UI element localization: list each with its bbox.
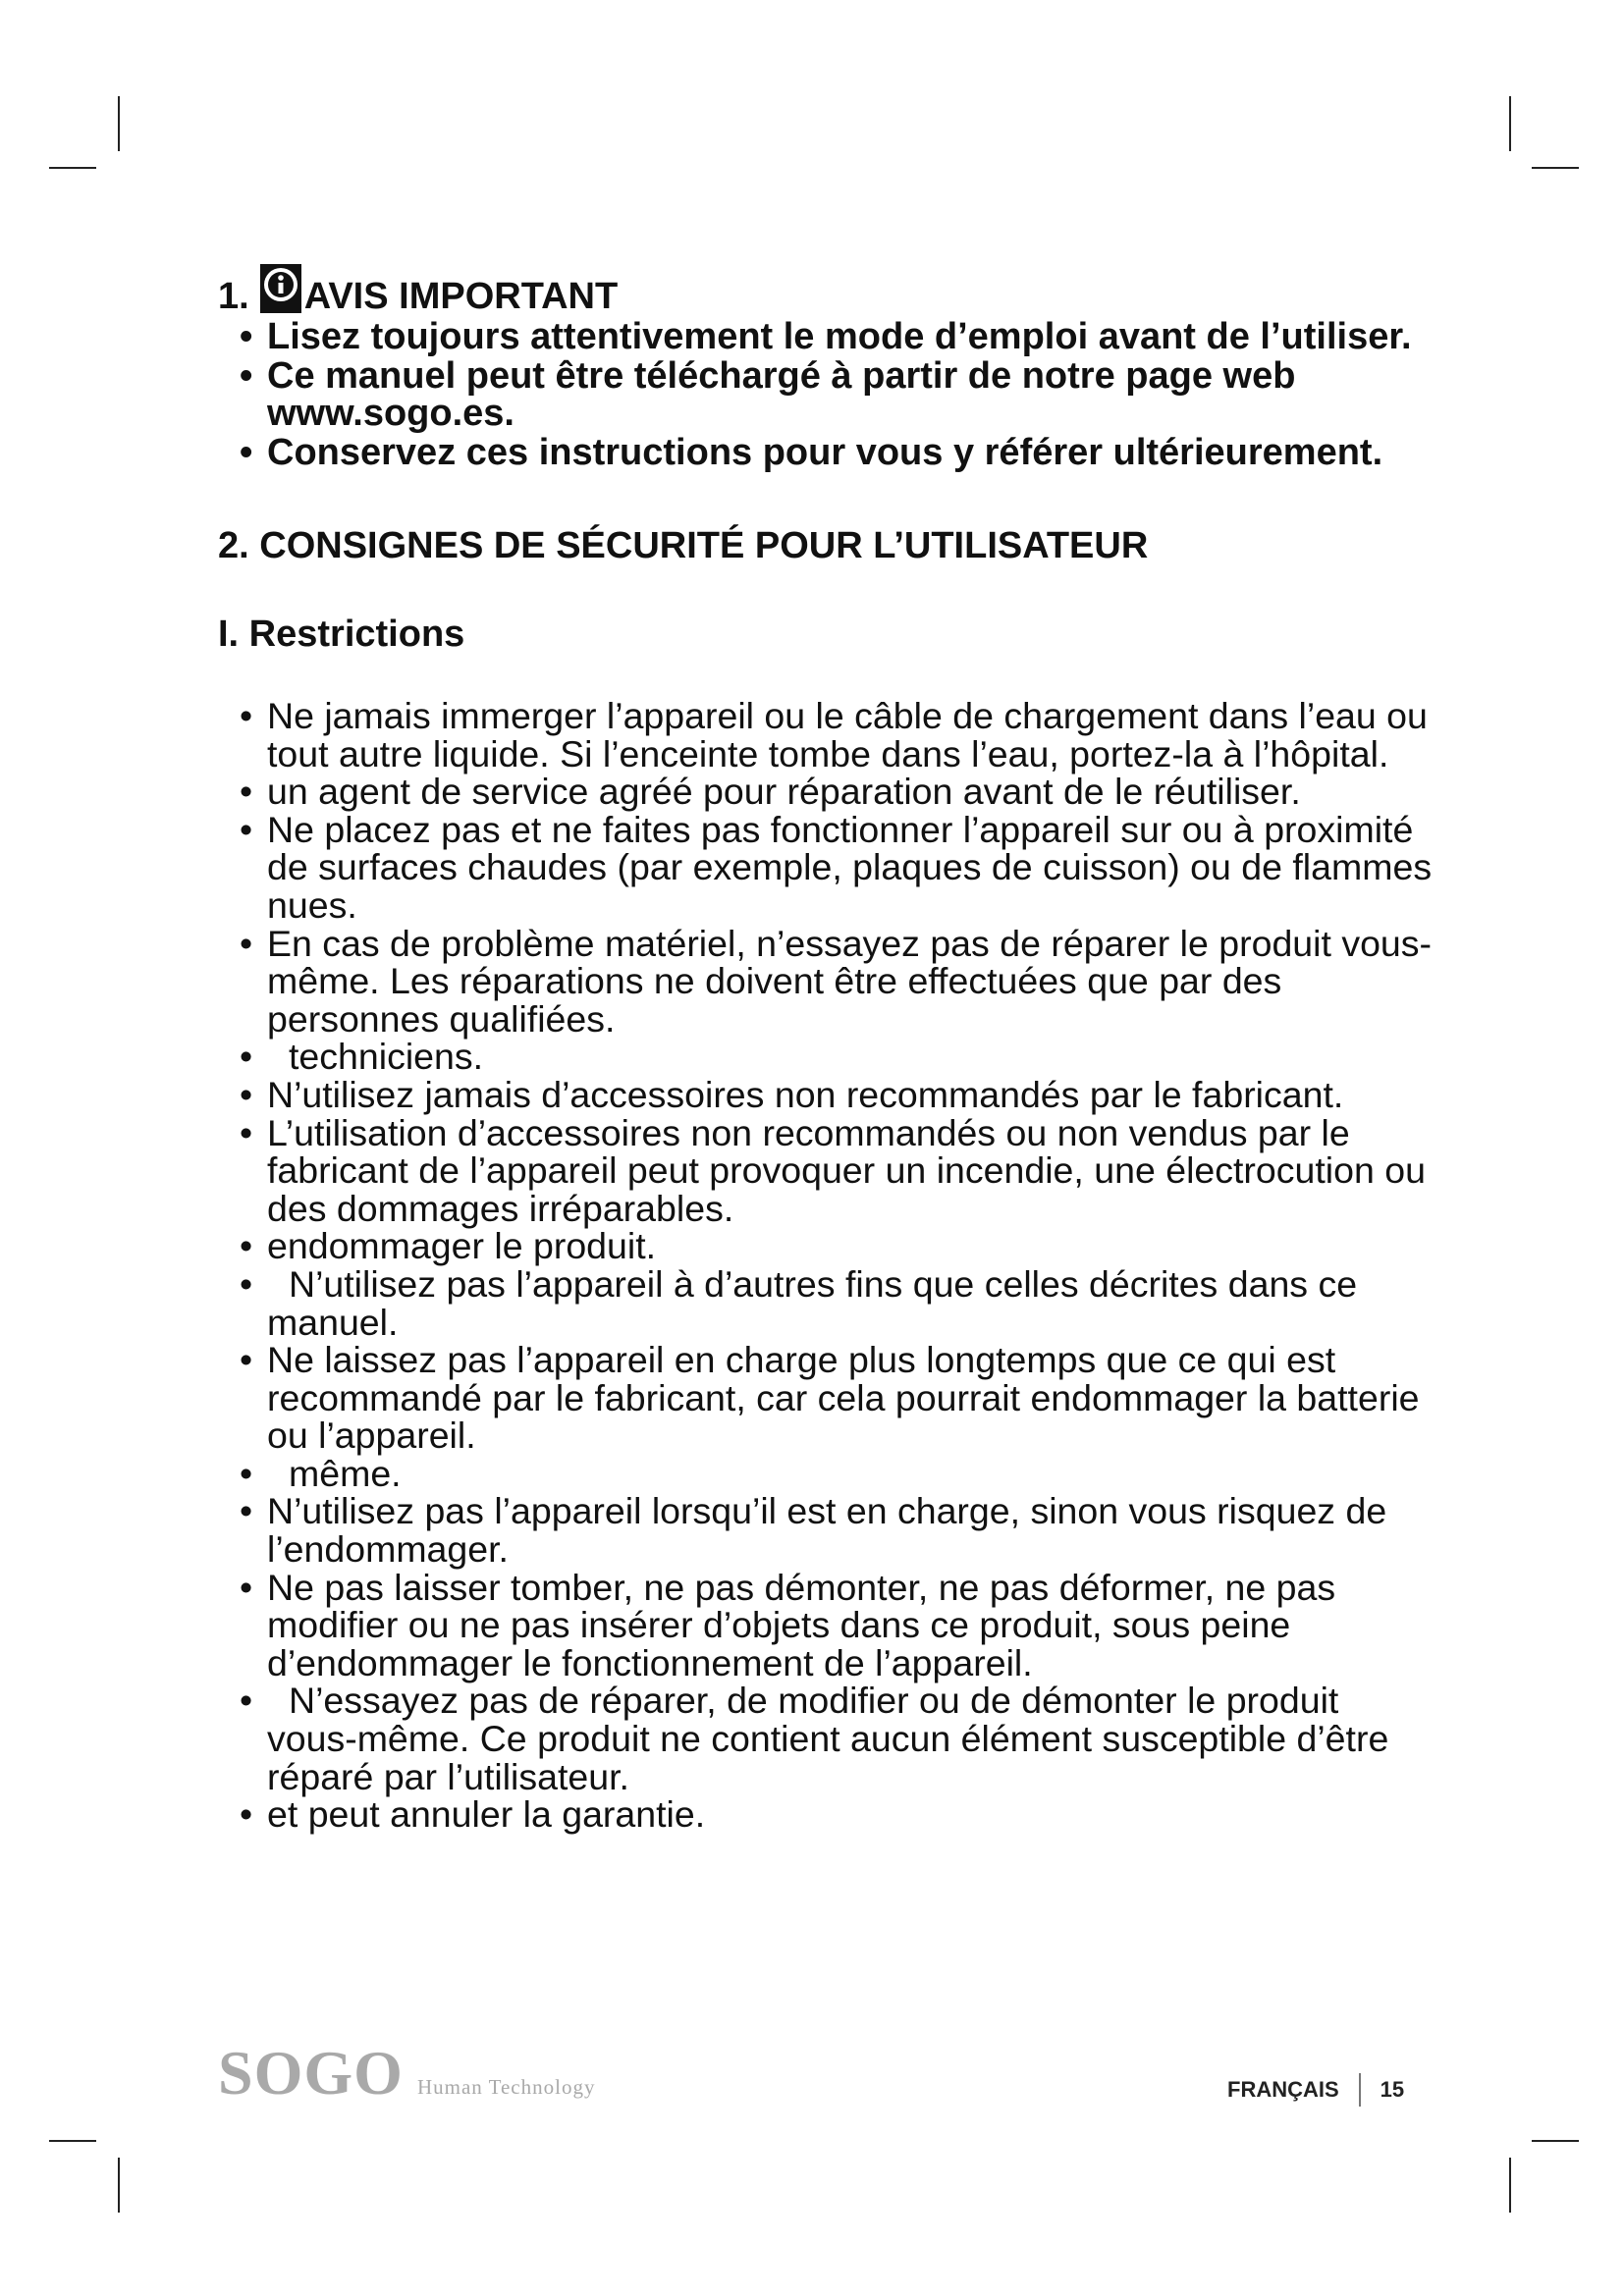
list-item (218, 1341, 1435, 1455)
bullet: • (240, 1680, 253, 1722)
crop-mark (49, 167, 96, 169)
list-item-text: Ce manuel peut être téléchargé à partir de notre page web www.sogo.es. (267, 355, 1296, 434)
bullet: • (240, 771, 253, 813)
list-item (218, 1452, 1435, 1494)
list-item-text: et peut annuler la garantie. (267, 1793, 706, 1836)
list-item-text: endommager le produit. (267, 1225, 657, 1267)
restrictions-heading: I. Restrictions (218, 614, 465, 655)
bullet: • (240, 432, 253, 473)
bullet: • (240, 1225, 253, 1267)
bullet: • (240, 1262, 253, 1305)
list-item (218, 434, 1435, 471)
bullet: • (240, 1793, 253, 1836)
list-item (218, 1073, 1435, 1115)
page-footer (1227, 2073, 1404, 2107)
list-item-text: N’utilisez jamais d’accessoires non recommandés par le fabricant. (267, 1073, 1344, 1115)
list-item (218, 1682, 1435, 1795)
bullet: • (240, 695, 253, 736)
info-icon (259, 263, 302, 314)
bullet: • (240, 808, 253, 850)
crop-mark (1509, 2158, 1511, 2213)
brand-tagline: Human Technology (416, 2075, 596, 2099)
page-number: 15 (1380, 2077, 1405, 2102)
list-item-text: Ne pas laisser tomber, ne pas démonter, ne pas déformer, ne pas modifier ou ne pas insérer d’objets dans ce produit, sous peine d’endommager le fonctionnement de l’appareil. (267, 1566, 1336, 1683)
list-item-text: Lisez toujours attentivement le mode d’emploi avant de l’utiliser. (267, 316, 1412, 357)
bullet: • (240, 316, 253, 357)
list-item-text: Ne jamais immerger l’appareil ou le câble de chargement dans l’eau ou tout autre liquide. Si l’enceinte tombe dans l’eau, portez-la à l’hôpital. (267, 695, 1428, 774)
important-list (218, 318, 1435, 471)
bullet: • (240, 1073, 253, 1115)
section-important-heading (218, 265, 1435, 316)
bullet: • (240, 1566, 253, 1608)
list-item-text: N’essayez pas de réparer, de modifier ou de démonter le produit vous-même. Ce produit ne contient aucun élément susceptible d’être réparé par l’utilisateur. (267, 1680, 1389, 1797)
list-item-text: Conservez ces instructions pour vous y référer ultérieurement. (267, 432, 1383, 473)
list-item-text: L’utilisation d’accessoires non recommandés ou non vendus par le fabricant de l’appareil peut provoquer un incendie, une électrocution ou des dommages irréparables. (267, 1111, 1426, 1229)
list-item-text: Ne laissez pas l’appareil en charge plus longtemps que ce qui est recommandé par le fabricant, car cela pourrait endommager la batterie ou l’appareil. (267, 1339, 1420, 1457)
bullet: • (240, 1490, 253, 1532)
safety-heading: 2. CONSIGNES DE SÉCURITÉ POUR L’UTILISATEUR (218, 525, 1149, 566)
list-item-text: N’utilisez pas l’appareil à d’autres fins que celles décrites dans ce manuel. (267, 1262, 1358, 1343)
list-item (218, 697, 1435, 773)
crop-mark (1532, 2140, 1579, 2142)
list-item-text: techniciens. (289, 1036, 484, 1078)
crop-mark (1532, 167, 1579, 169)
brand-logo (218, 2037, 595, 2109)
list-item (218, 357, 1435, 432)
list-item (218, 1227, 1435, 1265)
brand-name: SOGO (218, 2038, 404, 2108)
language-label: FRANÇAIS (1227, 2077, 1339, 2102)
main-content (218, 265, 1435, 1834)
crop-mark (49, 2140, 96, 2142)
bullet: • (240, 922, 253, 964)
list-item-text: N’utilisez pas l’appareil lorsqu’il est en charge, sinon vous risquez de l’endommager. (267, 1490, 1387, 1571)
bullet: • (240, 1452, 253, 1494)
list-item-text: Ne placez pas et ne faites pas fonctionner l’appareil sur ou à proximité de surfaces chaudes (par exemple, plaques de cuisson) ou de flammes nues. (267, 808, 1433, 926)
list-item (218, 922, 1435, 1040)
section-number: 1. (218, 276, 249, 317)
crop-mark (1509, 96, 1511, 151)
crop-mark (118, 2158, 120, 2213)
crop-mark (118, 96, 120, 151)
list-item (218, 1262, 1435, 1343)
list-item-text: En cas de problème matériel, n’essayez pas de réparer le produit vous-même. Les réparations ne doivent être effectuées que par des personnes qualifiées. (267, 922, 1433, 1040)
list-item (218, 318, 1435, 355)
bullet: • (240, 1036, 253, 1078)
list-item (218, 1795, 1435, 1834)
section-important-title: AVIS IMPORTANT (303, 276, 619, 317)
bullet: • (240, 1339, 253, 1381)
restrictions-list (218, 697, 1435, 1834)
list-item (218, 773, 1435, 811)
list-item-text: un agent de service agréé pour réparation avant de le réutiliser. (267, 771, 1301, 813)
list-item (218, 808, 1435, 926)
list-item (218, 1111, 1435, 1229)
list-item (218, 1038, 1435, 1076)
bullet: • (240, 355, 253, 397)
bullet: • (240, 1111, 253, 1153)
list-item-text: même. (289, 1452, 402, 1494)
list-item (218, 1490, 1435, 1571)
list-item (218, 1566, 1435, 1683)
footer-divider (1359, 2073, 1361, 2107)
